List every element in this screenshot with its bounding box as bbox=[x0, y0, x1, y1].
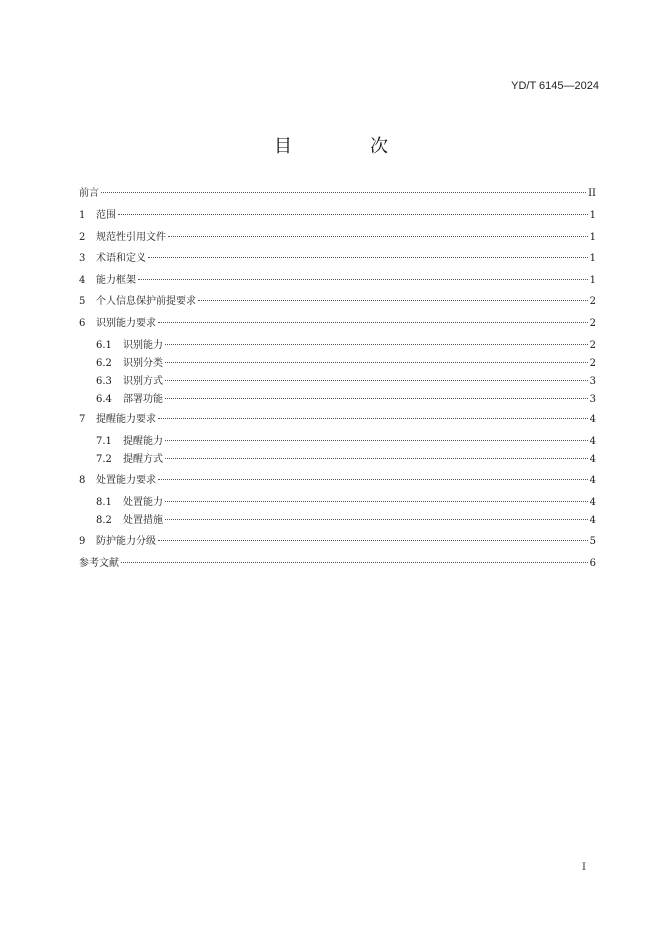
toc-entry[interactable] bbox=[96, 495, 596, 511]
toc-entry[interactable] bbox=[79, 251, 596, 267]
toc-entry[interactable] bbox=[96, 392, 596, 408]
toc-dot-leader bbox=[165, 458, 588, 459]
toc-dot-leader bbox=[168, 236, 588, 237]
toc-dot-leader bbox=[158, 479, 588, 480]
toc-dot-leader bbox=[158, 322, 588, 323]
toc-dot-leader bbox=[138, 279, 588, 280]
toc-entry-page: 5 bbox=[589, 536, 596, 547]
toc-entry-title: 术语和定义 bbox=[96, 253, 146, 264]
toc-entry[interactable] bbox=[79, 316, 596, 332]
toc-entry[interactable] bbox=[79, 273, 596, 289]
toc-entry[interactable] bbox=[96, 434, 596, 450]
toc-entry-number: 8.2 bbox=[96, 515, 112, 526]
toc-entry-title: 前言 bbox=[79, 188, 99, 199]
toc-entry[interactable] bbox=[79, 230, 596, 246]
toc-entry-page: 4 bbox=[589, 475, 596, 486]
toc-entry[interactable] bbox=[96, 452, 596, 468]
toc-entry-page: 6 bbox=[589, 558, 596, 569]
toc-entry-page: 3 bbox=[589, 394, 596, 405]
toc-entry-number: 6.4 bbox=[96, 394, 112, 405]
toc-entry-title: 处置措施 bbox=[123, 515, 163, 526]
toc-entry[interactable] bbox=[79, 412, 596, 428]
toc-entry-number: 9 bbox=[79, 536, 86, 547]
toc-entry-title: 个人信息保护前提要求 bbox=[96, 296, 196, 307]
toc-entry-page: 2 bbox=[589, 340, 596, 351]
toc-entry[interactable] bbox=[96, 374, 596, 390]
toc-entry-page: 2 bbox=[589, 358, 596, 369]
toc-entry-number: 2 bbox=[79, 232, 86, 243]
document-code: YD/T 6145—2024 bbox=[511, 80, 599, 92]
toc-dot-leader bbox=[158, 540, 588, 541]
toc-entry-page: 4 bbox=[589, 515, 596, 526]
toc-dot-leader bbox=[165, 362, 588, 363]
toc-entry-page: 4 bbox=[589, 414, 596, 425]
toc-title: 目 次 bbox=[274, 136, 418, 157]
toc-dot-leader bbox=[165, 344, 588, 345]
toc-entry-page: 2 bbox=[589, 296, 596, 307]
toc-entry-title: 部署功能 bbox=[123, 394, 163, 405]
toc-entry-number: 4 bbox=[79, 275, 86, 286]
toc-entry-number: 7 bbox=[79, 414, 86, 425]
toc-entry[interactable] bbox=[96, 338, 596, 354]
toc-entry-page: 1 bbox=[589, 275, 596, 286]
toc-entry[interactable] bbox=[79, 556, 596, 572]
toc-entry-number: 5 bbox=[79, 296, 86, 307]
toc-entry-title: 提醒能力 bbox=[123, 436, 163, 447]
toc-entry-page: 1 bbox=[589, 210, 596, 221]
toc-entry[interactable] bbox=[79, 534, 596, 550]
toc-entry-title: 识别方式 bbox=[123, 376, 163, 387]
toc-entry-number: 6.2 bbox=[96, 358, 112, 369]
toc-entry-number: 8.1 bbox=[96, 497, 112, 508]
toc-dot-leader bbox=[121, 562, 588, 563]
toc-dot-leader bbox=[101, 192, 586, 193]
toc-entry-page: 1 bbox=[589, 253, 596, 264]
toc-dot-leader bbox=[165, 519, 588, 520]
toc-dot-leader bbox=[198, 300, 588, 301]
page-number: I bbox=[582, 862, 586, 873]
toc-entry-title: 提醒方式 bbox=[123, 454, 163, 465]
toc-entry-title: 防护能力分级 bbox=[96, 536, 156, 547]
toc-entry-page: II bbox=[588, 188, 596, 199]
toc-entry[interactable] bbox=[96, 356, 596, 372]
toc-entry-title: 识别能力 bbox=[123, 340, 163, 351]
toc-entry-number: 6 bbox=[79, 318, 86, 329]
toc-entry-page: 4 bbox=[589, 497, 596, 508]
toc-dot-leader bbox=[158, 418, 588, 419]
toc-entry-title: 处置能力 bbox=[123, 497, 163, 508]
toc-entry[interactable] bbox=[79, 294, 596, 310]
toc-dot-leader bbox=[165, 440, 588, 441]
toc-entry[interactable] bbox=[96, 513, 596, 529]
toc-entry-page: 3 bbox=[589, 376, 596, 387]
toc-entry-title: 能力框架 bbox=[96, 275, 136, 286]
toc-entry-title: 提醒能力要求 bbox=[96, 414, 156, 425]
toc-entry-number: 6.1 bbox=[96, 340, 112, 351]
toc-entry-title: 参考文献 bbox=[79, 558, 119, 569]
toc-entry-title: 规范性引用文件 bbox=[96, 232, 166, 243]
toc-entry-page: 2 bbox=[589, 318, 596, 329]
toc-entry-title: 范围 bbox=[96, 210, 116, 221]
toc-entry-number: 6.3 bbox=[96, 376, 112, 387]
toc-entry-number: 7.2 bbox=[96, 454, 112, 465]
toc-entry[interactable] bbox=[79, 208, 596, 224]
toc-dot-leader bbox=[165, 398, 588, 399]
toc-entry-page: 1 bbox=[589, 232, 596, 243]
toc-dot-leader bbox=[165, 380, 588, 381]
toc-entry-title: 识别分类 bbox=[123, 358, 163, 369]
toc-dot-leader bbox=[118, 214, 588, 215]
toc-entry-number: 1 bbox=[79, 210, 86, 221]
toc-entry-page: 4 bbox=[589, 454, 596, 465]
toc-entry-number: 3 bbox=[79, 253, 86, 264]
toc-entry[interactable] bbox=[79, 186, 596, 202]
toc-entry-title: 识别能力要求 bbox=[96, 318, 156, 329]
toc-dot-leader bbox=[165, 501, 588, 502]
toc-dot-leader bbox=[148, 257, 588, 258]
toc-entry-page: 4 bbox=[589, 436, 596, 447]
toc-entry-number: 7.1 bbox=[96, 436, 112, 447]
toc-entry-number: 8 bbox=[79, 475, 86, 486]
toc-entry[interactable] bbox=[79, 473, 596, 489]
toc-entry-title: 处置能力要求 bbox=[96, 475, 156, 486]
